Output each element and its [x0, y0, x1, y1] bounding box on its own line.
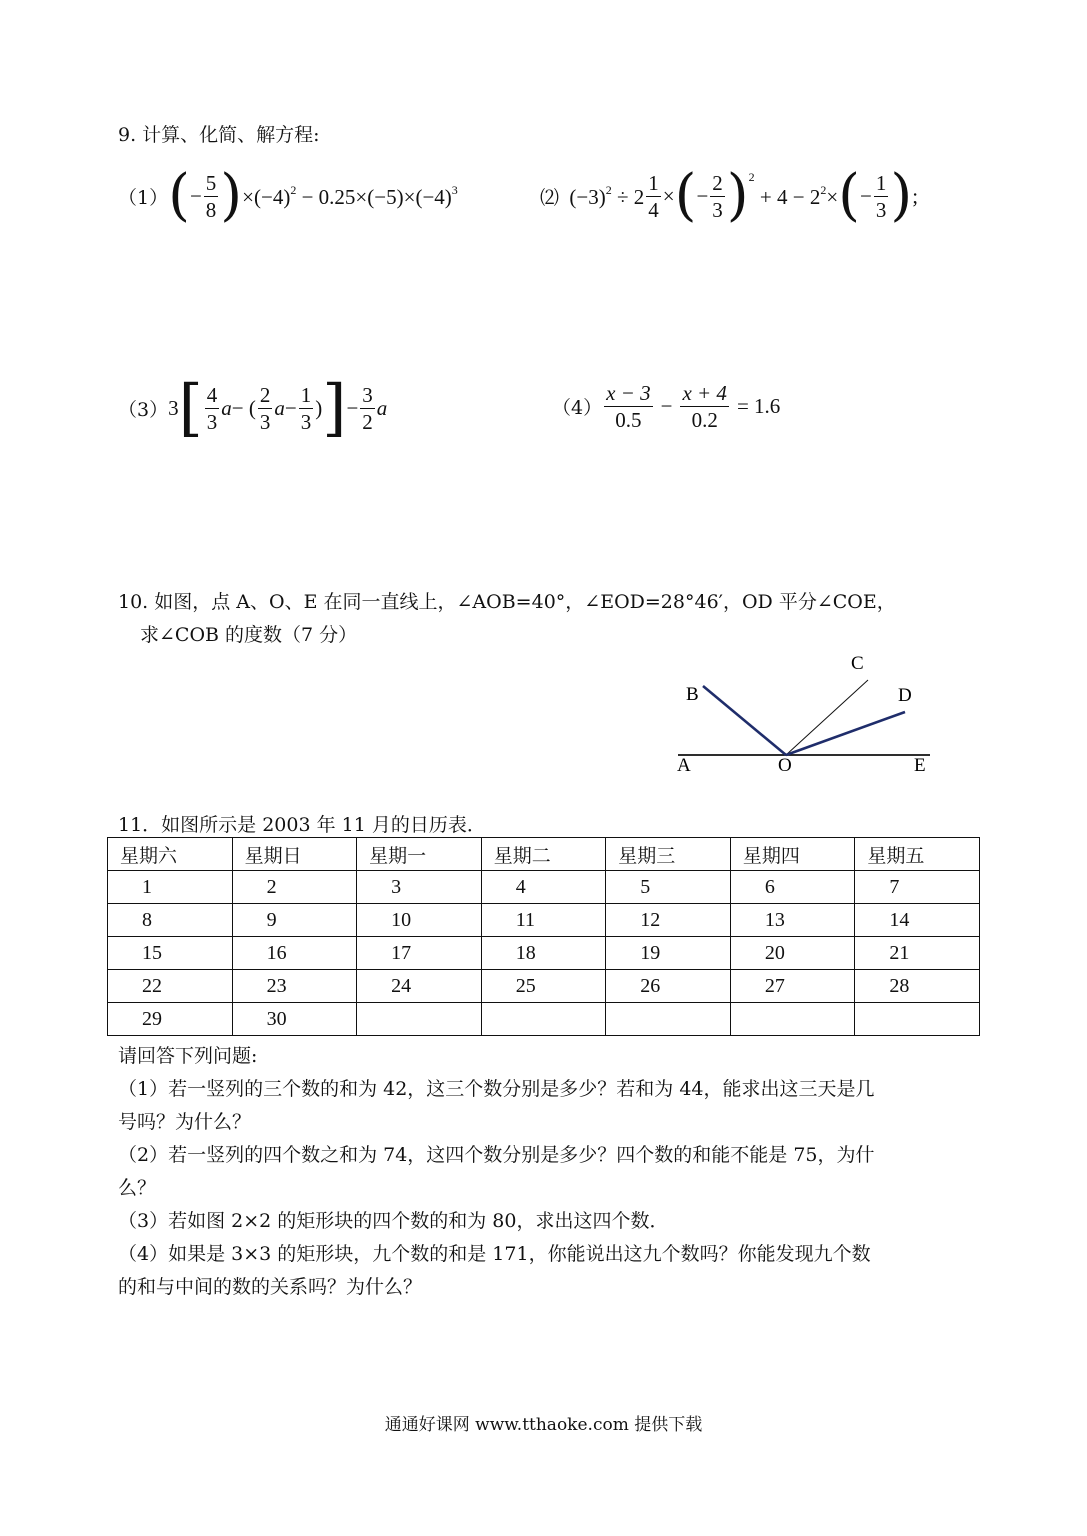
ray-OC [786, 680, 868, 755]
day-cell [855, 1003, 980, 1036]
calendar-row [108, 904, 980, 937]
label-E: E [914, 755, 926, 776]
day-cell: 25 [481, 970, 606, 1003]
calendar-row [108, 970, 980, 1003]
calendar-header-row [108, 838, 980, 871]
fraction: $\frac{1}{4}$ [648, 170, 659, 222]
day-cell [606, 1003, 731, 1036]
label-A: A [677, 755, 691, 776]
q9-title: 9. 计算、化简、解方程: [118, 124, 320, 146]
q11-title: 11．如图所示是 2003 年 11 月的日历表． [118, 814, 486, 836]
day-cell: 3 [357, 871, 482, 904]
angle-figure [660, 640, 950, 785]
fraction: $\frac{1}{3}$ [875, 170, 887, 222]
day-cell: 11 [481, 904, 606, 937]
fraction: $\frac{5}{8}$ [205, 170, 217, 222]
day-cell: 29 [108, 1003, 233, 1036]
label-C: C [851, 653, 864, 674]
q11-subq3: （3）若如图 2×2 的矩形块的四个数的和为 80，求出这四个数． [118, 1210, 669, 1232]
ray-OB [703, 686, 786, 755]
fraction: $\frac{4}{3}$ [206, 382, 218, 434]
fraction: $\frac{x - 3}{0.5}$ [606, 381, 651, 432]
day-cell: 20 [730, 937, 855, 970]
day-cell: 19 [606, 937, 731, 970]
day-cell: 17 [357, 937, 482, 970]
q11-subq1-line1: （1）若一竖列的三个数的和为 42，这三个数分别是多少？若和为 44，能求出这三天是几 [118, 1078, 875, 1100]
day-cell: 1 [108, 871, 233, 904]
day-cell: 7 [855, 871, 980, 904]
weekday-header: 星期四 [730, 838, 855, 871]
weekday-header: 星期一 [357, 838, 482, 871]
label-B: B [686, 684, 699, 705]
q11-subq1-line2: 号吗？为什么？ [118, 1111, 252, 1133]
day-cell [357, 1003, 482, 1036]
calendar-row [108, 871, 980, 904]
ray-OD [786, 712, 905, 755]
calendar-row [108, 1003, 980, 1036]
weekday-header: 星期日 [232, 838, 357, 871]
q9-part2: ⑵ $(-3)^2 \div 2$ $\frac{1}{4}$ × ( − $\frac{2}{3}$ ) $^2$ + $4 - 2^2\times$ ( − $\frac{1}{3}$ ) ; [540, 163, 919, 228]
day-cell: 21 [855, 937, 980, 970]
day-cell: 18 [481, 937, 606, 970]
day-cell: 15 [108, 937, 233, 970]
fraction: $\frac{1}{3}$ [300, 382, 312, 434]
day-cell [481, 1003, 606, 1036]
day-cell: 5 [606, 871, 731, 904]
q9-part3: （3） 3 [ $\frac{4}{3}$ a − ( $\frac{2}{3}$ a − $\frac{1}{3}$ ) ] − $\frac{3}{2}$ a [118, 371, 388, 444]
q9-part2-label: ⑵ [540, 186, 560, 209]
day-cell: 2 [232, 871, 357, 904]
q10-line1: 10. 如图，点 A、O、E 在同一直线上，∠AOB=40°，∠EOD=28°46′，OD 平分∠COE， [118, 591, 896, 613]
q9-part3-label: （3） [118, 398, 169, 421]
weekday-header: 星期五 [855, 838, 980, 871]
q10-line2: 求∠COB 的度数（7 分） [140, 624, 358, 646]
day-cell: 4 [481, 871, 606, 904]
calendar-table [107, 837, 980, 1036]
q11-subq2-line2: 么？ [118, 1177, 157, 1199]
q9-part1: （1） ( − $\frac{5}{8}$ ) $\times(-4)^2 - 0.25\times(-5)\times(-4)^3$ [118, 163, 458, 228]
day-cell: 26 [606, 970, 731, 1003]
label-O: O [778, 755, 792, 776]
fraction: $\frac{3}{2}$ [362, 382, 373, 434]
fraction: $\frac{x + 4}{0.2}$ [682, 381, 727, 432]
label-D: D [898, 685, 912, 706]
day-cell: 12 [606, 904, 731, 937]
day-cell: 27 [730, 970, 855, 1003]
fraction: $\frac{2}{3}$ [259, 382, 271, 434]
day-cell: 14 [855, 904, 980, 937]
day-cell [730, 1003, 855, 1036]
day-cell: 8 [108, 904, 233, 937]
weekday-header: 星期六 [108, 838, 233, 871]
day-cell: 9 [232, 904, 357, 937]
day-cell: 6 [730, 871, 855, 904]
q11-subq4-line2: 的和与中间的数的关系吗？为什么？ [118, 1276, 423, 1298]
weekday-header: 星期二 [481, 838, 606, 871]
day-cell: 30 [232, 1003, 357, 1036]
q11-subq4-line1: （4）如果是 3×3 的矩形块，九个数的和是 171，你能说出这九个数吗？你能发现九个数 [118, 1243, 871, 1265]
page-footer: 通通好课网 www.tthaoke.com 提供下载 [384, 1415, 703, 1435]
q11-prompt: 请回答下列问题: [118, 1045, 258, 1067]
fraction: $\frac{2}{3}$ [712, 170, 723, 222]
calendar-row [108, 937, 980, 970]
day-cell: 22 [108, 970, 233, 1003]
day-cell: 23 [232, 970, 357, 1003]
day-cell: 16 [232, 937, 357, 970]
day-cell: 10 [357, 904, 482, 937]
weekday-header: 星期三 [606, 838, 731, 871]
q9-part4-label: （4） [552, 397, 603, 419]
q9-part1-label: （1） [118, 186, 169, 209]
q9-part4: （4） $\frac{x - 3}{0.5}$ − $\frac{x + 4}{0.2}$ = 1.6 [552, 381, 781, 432]
q11-subq2-line1: （2）若一竖列的四个数之和为 74，这四个数分别是多少？四个数的和能不能是 75，为什 [118, 1144, 875, 1166]
day-cell: 24 [357, 970, 482, 1003]
day-cell: 13 [730, 904, 855, 937]
day-cell: 28 [855, 970, 980, 1003]
